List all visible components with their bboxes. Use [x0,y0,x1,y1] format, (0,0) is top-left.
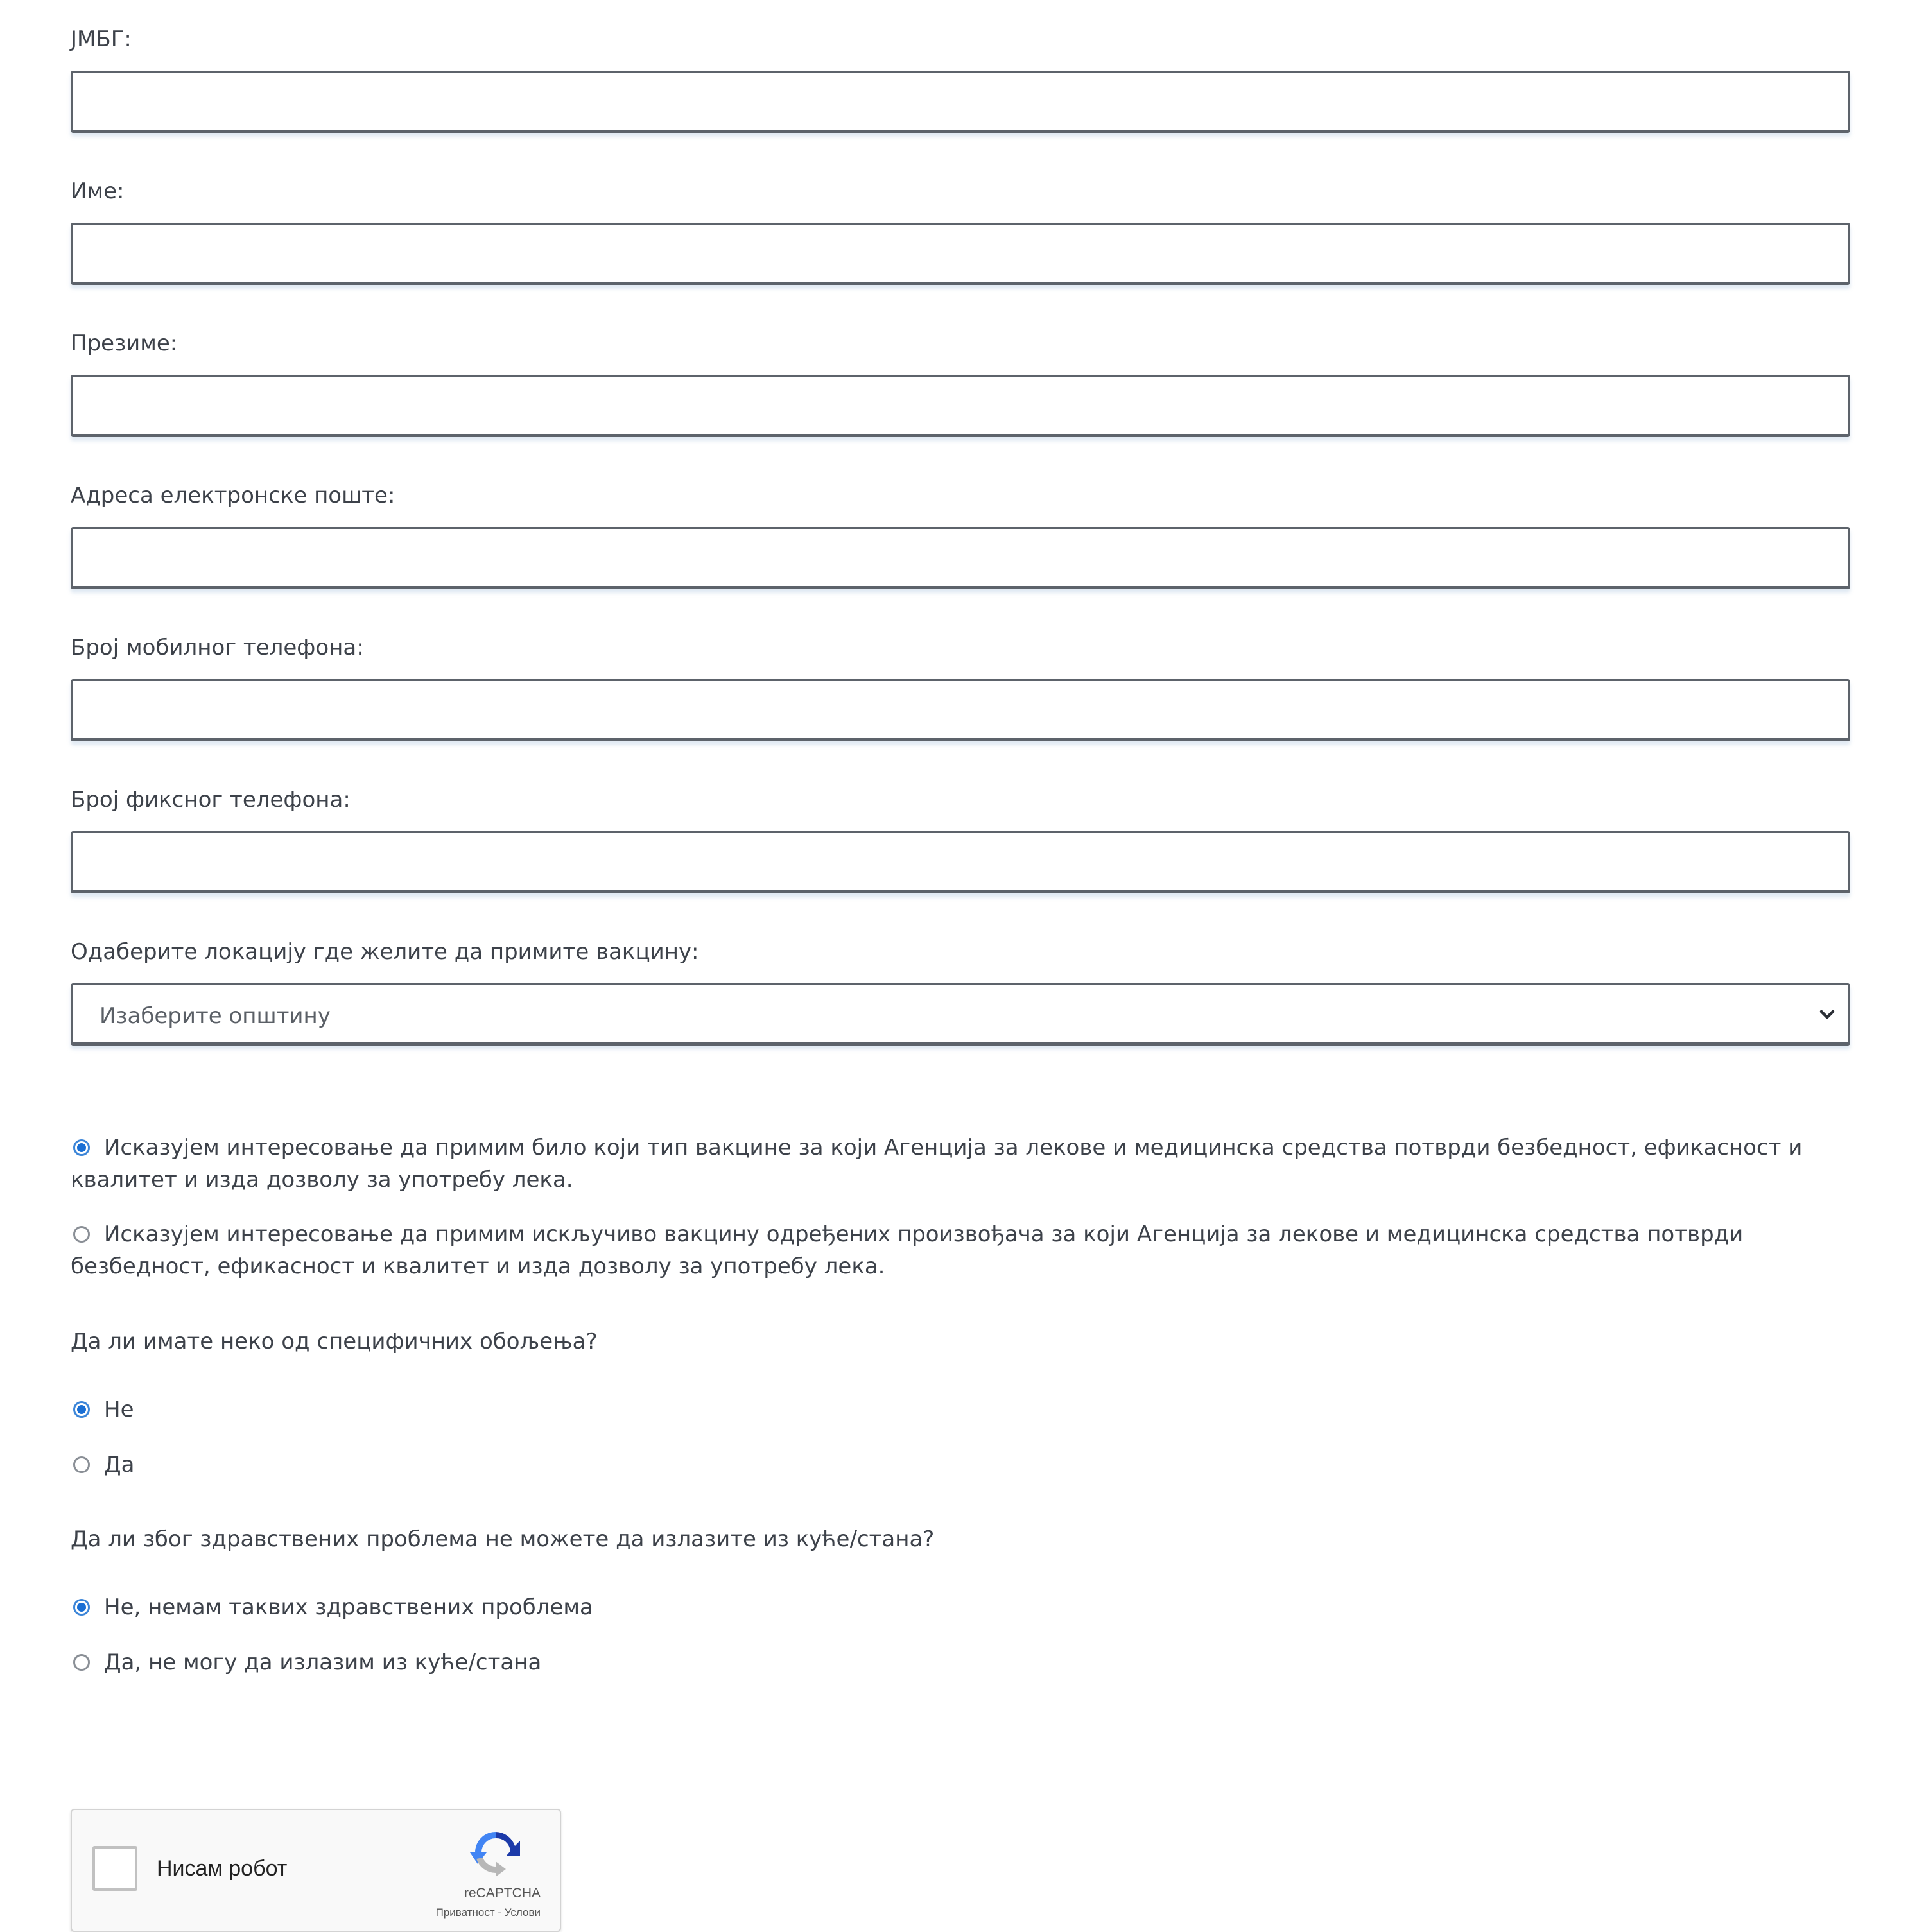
landline-phone-input[interactable] [71,831,1850,893]
chevron-down-icon [1818,1005,1837,1024]
landline-phone-label: Број фиксног телефона: [71,787,351,813]
location-label: Одаберите локацију где желите да примите вакцину: [71,939,699,965]
recaptcha-widget [71,1809,561,1932]
diseases-yes-label: Да [104,1452,135,1478]
municipality-select[interactable] [71,983,1850,1046]
jmbg-input[interactable] [71,71,1850,133]
recaptcha-brand: reCAPTCHA [464,1886,541,1901]
homebound-no-radio[interactable] [73,1599,90,1616]
last-name-label: Презиме: [71,331,178,356]
recaptcha-logo-icon [470,1827,521,1878]
jmbg-label: ЈМБГ: [71,26,132,52]
homebound-question: Да ли због здравствених проблема не можете да излазите из куће/стана? [71,1526,935,1552]
first-name-label: Име: [71,178,125,204]
homebound-yes-radio[interactable] [73,1654,90,1671]
recaptcha-label: Нисам робот [157,1856,288,1881]
diseases-no-radio[interactable] [73,1401,90,1418]
vaccine-specific-label: Исказујем интересовање да примим искључиво вакцину одређених произвођача за који Агенција за лекове и медицинска средства потврди безбедност, ефикасност и квалитет и изда дозволу за употребу лека. [71,1221,1744,1279]
municipality-select-value: Изаберите општину [100,1003,331,1029]
first-name-input[interactable] [71,223,1850,285]
last-name-input[interactable] [71,375,1850,437]
mobile-phone-label: Број мобилног телефона: [71,635,364,660]
email-label: Адреса електронске поште: [71,483,395,508]
homebound-no-label: Не, немам таквих здравствених проблема [104,1594,593,1620]
recaptcha-checkbox[interactable] [92,1846,137,1891]
specific-diseases-question: Да ли имате неко од специфичних обољења? [71,1329,598,1354]
recaptcha-privacy-terms-links[interactable]: Приватност - Услови [435,1906,541,1919]
email-input[interactable] [71,527,1850,589]
vaccine-any-label: Исказујем интересовање да примим било који тип вакцине за који Агенција за лекове и медицинска средства потврди безбедност, ефикасност и квалитет и изда дозволу за употребу лека. [71,1135,1803,1193]
mobile-phone-input[interactable] [71,679,1850,741]
diseases-yes-radio[interactable] [73,1456,90,1473]
diseases-no-label: Не [104,1397,134,1422]
homebound-yes-label: Да, не могу да излазим из куће/стана [104,1650,542,1675]
